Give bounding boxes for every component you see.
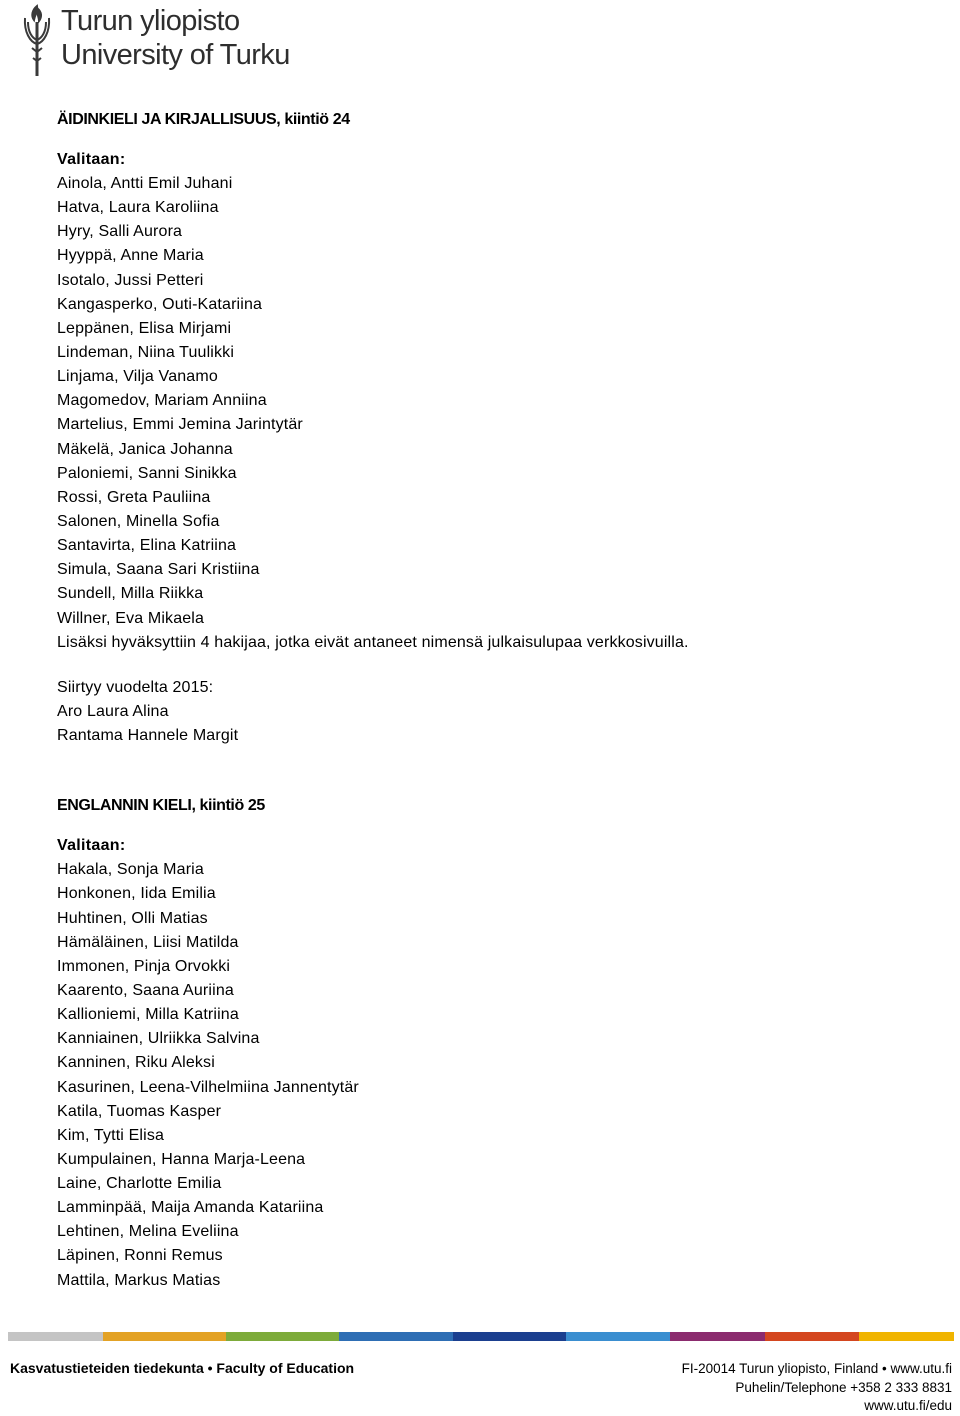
address-line: FI-20014 Turun yliopisto, Finland • www.utu.fi xyxy=(681,1361,952,1376)
section-title-aidinkieli: ÄIDINKIELI JA KIRJALLISUUS, kiintiö 24 xyxy=(57,111,350,128)
stripe-segment xyxy=(859,1332,954,1341)
list-item: Paloniemi, Sanni Sinikka xyxy=(57,464,237,482)
list-item: Martelius, Emmi Jemina Jarintytär xyxy=(57,416,303,434)
transfer-label: Siirtyy vuodelta 2015: xyxy=(57,678,214,696)
list-item: Rantama Hannele Margit xyxy=(57,727,239,745)
document-body xyxy=(57,108,937,1293)
list-item: Salonen, Minella Sofia xyxy=(57,512,220,530)
list-item: Hämäläinen, Liisi Matilda xyxy=(57,933,239,951)
list-item: Honkonen, Iida Emilia xyxy=(57,885,216,903)
list-item: Katila, Tuomas Kasper xyxy=(57,1102,222,1120)
stripe-segment xyxy=(8,1332,103,1341)
list-item: Linjama, Vilja Vanamo xyxy=(57,368,218,386)
list-item: Magomedov, Mariam Anniina xyxy=(57,392,267,410)
list-item: Leppänen, Elisa Mirjami xyxy=(57,319,232,337)
list-item: Kasurinen, Leena-Vilhelmiina Jannentytär xyxy=(57,1078,359,1096)
section-title-englanti: ENGLANNIN KIELI, kiintiö 25 xyxy=(57,797,265,815)
list-item: Aro Laura Alina xyxy=(57,702,169,720)
selected-label: Valitaan: xyxy=(57,151,126,168)
list-item: Läpinen, Ronni Remus xyxy=(57,1247,223,1265)
name-list-englanti xyxy=(57,858,937,1293)
acceptance-note: Lisäksi hyväksyttiin 4 hakijaa, jotka eivät antaneet nimensä julkaisulupaa verkkosivuilla. xyxy=(57,633,689,651)
list-item: Hatva, Laura Karoliina xyxy=(57,199,219,217)
list-item: Hyyppä, Anne Maria xyxy=(57,247,204,265)
university-logo xyxy=(22,2,290,74)
stripe-segment xyxy=(226,1332,340,1341)
list-item: Mattila, Markus Matias xyxy=(57,1271,221,1289)
list-item: Lehtinen, Melina Eveliina xyxy=(57,1223,239,1241)
list-item: Kanniainen, Ulriikka Salvina xyxy=(57,1030,260,1048)
contact-info xyxy=(682,1360,952,1416)
list-item: Huhtinen, Olli Matias xyxy=(57,909,208,927)
stripe-segment xyxy=(339,1332,453,1341)
color-stripe xyxy=(8,1332,954,1341)
list-item: Kanninen, Riku Aleksi xyxy=(57,1054,215,1072)
list-item: Isotalo, Jussi Petteri xyxy=(57,271,204,289)
faculty-name: Kasvatustieteiden tiedekunta • Faculty of Education xyxy=(10,1360,355,1376)
list-item: Hakala, Sonja Maria xyxy=(57,861,204,879)
website-link: www.utu.fi/edu xyxy=(864,1398,952,1413)
list-item: Mäkelä, Janica Johanna xyxy=(57,440,233,458)
list-item: Kumpulainen, Hanna Marja-Leena xyxy=(57,1150,306,1168)
stripe-segment xyxy=(103,1332,226,1341)
transfer-name-list xyxy=(57,700,937,748)
selected-label: Valitaan: xyxy=(57,837,126,855)
list-item: Ainola, Antti Emil Juhani xyxy=(57,175,233,192)
list-item: Kallioniemi, Milla Katriina xyxy=(57,1006,239,1024)
logo-name-finnish: Turun yliopisto xyxy=(61,5,240,37)
list-item: Lamminpää, Maija Amanda Katariina xyxy=(57,1199,324,1217)
list-item: Kangasperko, Outi-Katariina xyxy=(57,295,263,313)
phone-line: Puhelin/Telephone +358 2 333 8831 xyxy=(735,1379,952,1395)
list-item: Willner, Eva Mikaela xyxy=(57,609,205,627)
list-item: Hyry, Salli Aurora xyxy=(57,223,183,241)
logo-name-english: University of Turku xyxy=(61,39,290,71)
list-item: Rossi, Greta Pauliina xyxy=(57,488,211,506)
list-item: Lindeman, Niina Tuulikki xyxy=(57,343,235,361)
list-item: Sundell, Milla Riikka xyxy=(57,585,204,603)
list-item: Simula, Saana Sari Kristiina xyxy=(57,561,260,579)
stripe-segment xyxy=(453,1332,567,1341)
stripe-segment xyxy=(670,1332,765,1341)
list-item: Immonen, Pinja Orvokki xyxy=(57,957,231,975)
list-item: Kaarento, Saana Auriina xyxy=(57,981,234,999)
torch-emblem-icon xyxy=(22,2,52,78)
stripe-segment xyxy=(765,1332,860,1341)
list-item: Santavirta, Elina Katriina xyxy=(57,537,237,555)
stripe-segment xyxy=(566,1332,670,1341)
name-list-aidinkieli xyxy=(57,172,937,631)
list-item: Laine, Charlotte Emilia xyxy=(57,1175,222,1193)
list-item: Kim, Tytti Elisa xyxy=(57,1126,165,1144)
